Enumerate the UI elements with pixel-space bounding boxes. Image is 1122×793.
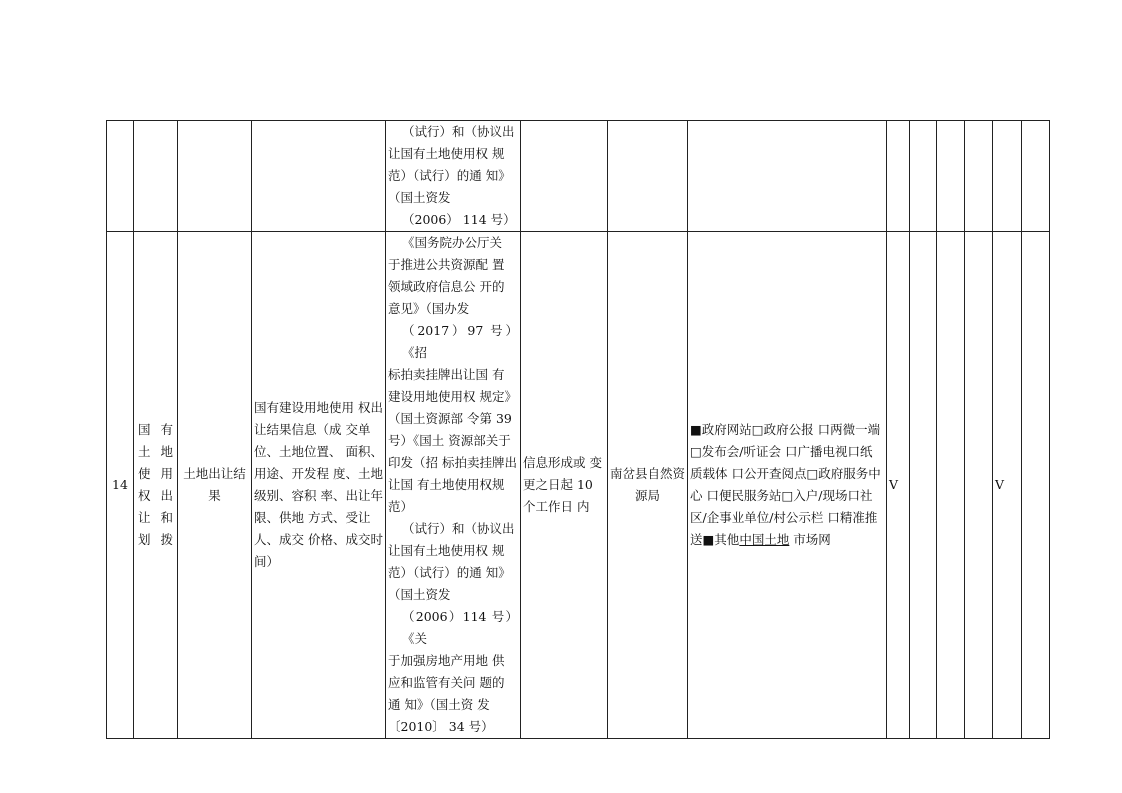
cell-item: 土地出让结果 (178, 232, 252, 739)
cell-channels (688, 121, 887, 232)
basis-line: 让国有土地使用权 规 (388, 543, 505, 558)
cell-agency: 南岔县自然资源局 (608, 232, 688, 739)
category-line: 让 和 (138, 510, 173, 525)
china-land-market-link[interactable]: 中国土地 (739, 532, 790, 547)
basis-line: （试行）和（协议出 (402, 521, 515, 536)
basis-line: 号）《国土 资源部关于 (388, 433, 511, 448)
basis-line: 标拍卖挂牌出让国 有 (388, 367, 505, 382)
table-row-continued (107, 121, 1050, 232)
table-row-14 (107, 232, 1050, 739)
cell-basis (386, 232, 521, 739)
basis-line: 范）（试行）的通 知》 (388, 565, 511, 580)
basis-line: 应和监管有关问 题的 (388, 675, 505, 690)
cell-content (252, 121, 386, 232)
cell-agency (608, 121, 688, 232)
channels-text: ■政府网站□政府公报 口两微一端□发布会/听证会 口广播电视口纸质载体 口公开查阅点□政府服务中心 口便民服务站□入户/现场口社区/企事业单位/村公示栏 口精准推送■其他 (690, 422, 881, 547)
basis-line: 意见》（国办发 (388, 301, 470, 316)
category-line: 划拨 (138, 532, 173, 547)
cell-time-limit: 信息形成或 变更之日起 10 个工作日 内 (521, 232, 608, 739)
basis-line: （国土资源部 令第 39 (388, 411, 512, 426)
category-line: 使 用 (138, 466, 173, 481)
cell-category (134, 121, 178, 232)
mark-column-5: V (993, 232, 1022, 739)
basis-line: 于推进公共资源配 置 (388, 257, 505, 272)
basis-line: 范）（试行）的通 知》 (388, 168, 511, 183)
cell-item (178, 121, 252, 232)
basis-line: （2006）114 号）《关 (402, 609, 518, 646)
category-line: 土 地 (138, 444, 173, 459)
cell-content: 国有建设用地使用 权出让结果信息（成 交单位、土地位置、 面积、用途、开发程 度、土地级别、容积 率、出让年限、供地 方式、受让人、成交 价格、成交时间） (252, 232, 386, 739)
basis-line: （国土资发 (388, 587, 451, 602)
basis-line: 通 知》（国土资 发 (388, 697, 490, 712)
basis-line: 领域政府信息公 开的 (388, 279, 505, 294)
basis-line: 《国务院办公厅关 (402, 235, 503, 250)
basis-line: （2017）97 号）《招 (402, 323, 518, 360)
disclosure-table (106, 120, 1050, 739)
basis-line: （试行）和（协议出 (402, 124, 515, 139)
basis-line: 〔2010〕 34 号） (388, 719, 494, 734)
cell-channels (688, 232, 887, 739)
channels-suffix: 市场网 (789, 532, 831, 547)
cell-basis (386, 121, 521, 232)
basis-line: 让国 有土地使用权规 (388, 477, 505, 492)
cell-index (107, 121, 134, 232)
mark-column-1: V (887, 232, 910, 739)
category-line: 权 出 (138, 488, 173, 503)
category-line: 国 有 (138, 422, 173, 437)
cell-time-limit (521, 121, 608, 232)
basis-line: 于加强房地产用地 供 (388, 653, 505, 668)
basis-line: （2006） 114 号） (402, 212, 516, 227)
basis-line: 建设用地使用权 规定》 (388, 389, 517, 404)
basis-line: 让国有土地使用权 规 (388, 146, 505, 161)
cell-category (134, 232, 178, 739)
cell-index: 14 (107, 232, 134, 739)
basis-line: 范） (388, 499, 414, 514)
basis-line: （国土资发 (388, 190, 451, 205)
basis-line: 印发（招 标拍卖挂牌出 (388, 455, 517, 470)
